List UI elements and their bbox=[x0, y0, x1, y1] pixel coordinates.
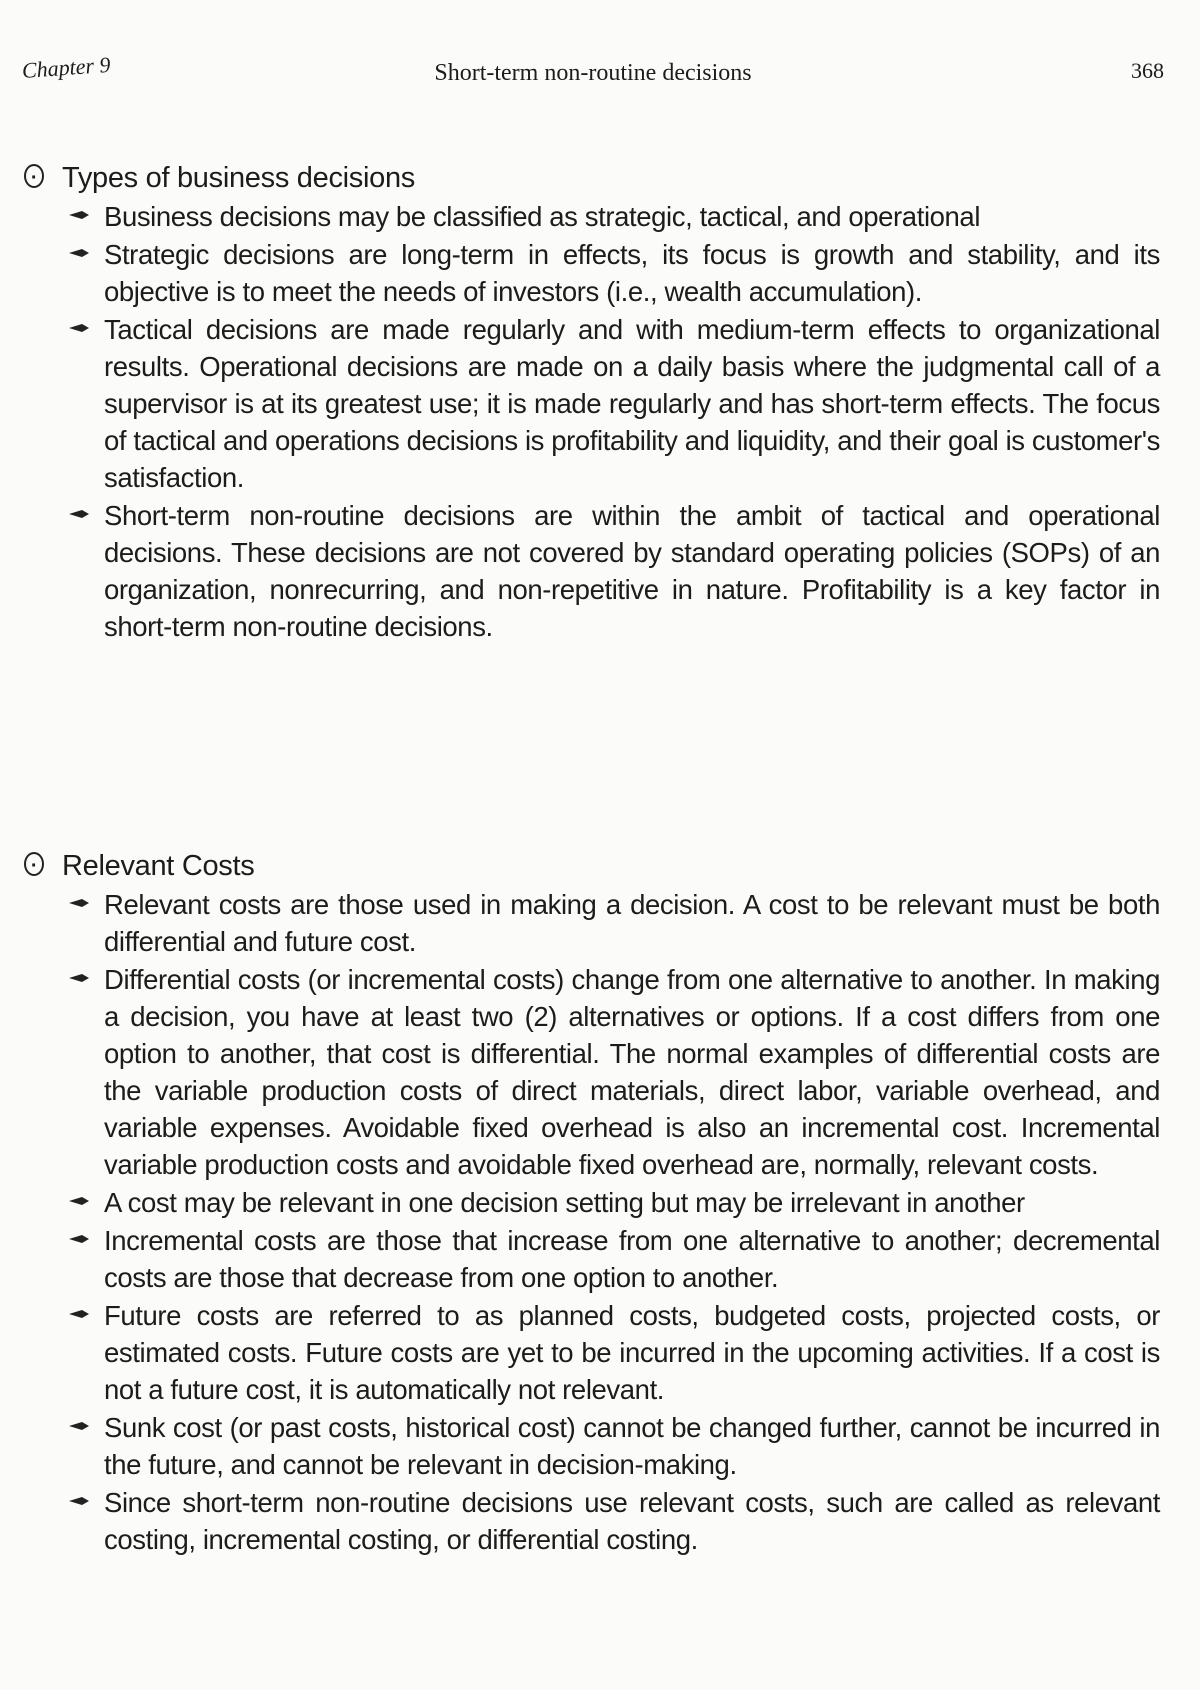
circle-bullet-icon: · bbox=[24, 852, 44, 876]
pointing-hand-icon bbox=[68, 896, 90, 910]
section-relevant-costs bbox=[22, 848, 1160, 1559]
list-item-text: Relevant costs are those used in making a decision. A cost to be relevant must be both differential and future cost. bbox=[104, 889, 1160, 957]
list-item bbox=[104, 1484, 1160, 1558]
pointing-hand-icon bbox=[68, 321, 90, 335]
list-item bbox=[104, 961, 1160, 1183]
section-heading-text: Relevant Costs bbox=[62, 850, 255, 882]
circle-bullet-icon: · bbox=[24, 164, 44, 188]
list-item bbox=[104, 886, 1160, 960]
list-item bbox=[104, 198, 1160, 235]
list-item-text: Incremental costs are those that increase from one alternative to another; decremental costs are those that decrease from one option to another. bbox=[104, 1225, 1160, 1293]
list-item-text: Differential costs (or incremental costs) change from one alternative to another. In making a decision, you have at least two (2) alternatives or options. If a cost differs from one option to another, that cost is differential. The normal examples of differential costs are the variable production costs of direct materials, direct labor, variable overhead, and variable expenses. Avoidable fixed overhead is also an incremental cost. Incremental variable production costs and avoidable fixed overhead are, normally, relevant costs. bbox=[104, 964, 1160, 1180]
section-heading bbox=[22, 848, 1160, 884]
list-item bbox=[104, 236, 1160, 310]
list-item bbox=[104, 1409, 1160, 1483]
running-header bbox=[22, 52, 1164, 92]
pointing-hand-icon bbox=[68, 1307, 90, 1321]
pointing-hand-icon bbox=[68, 1419, 90, 1433]
section-types-of-business-decisions bbox=[22, 160, 1160, 646]
list-item bbox=[104, 1184, 1160, 1221]
pointing-hand-icon bbox=[68, 1232, 90, 1246]
pointing-hand-icon bbox=[68, 1194, 90, 1208]
list-item bbox=[104, 1297, 1160, 1408]
list-item-text: Future costs are referred to as planned costs, budgeted costs, projected costs, or estimated costs. Future costs are yet to be incurred in the upcoming activities. If a cost is not a future cost, it is automatically not relevant. bbox=[104, 1300, 1160, 1405]
pointing-hand-icon bbox=[68, 208, 90, 222]
list-item-text: Short-term non-routine decisions are within the ambit of tactical and operational decisions. These decisions are not covered by standard operating policies (SOPs) of an organization, nonrecurring, and non-repetitive in nature. Profitability is a key factor in short-term non-routine decisions. bbox=[104, 500, 1160, 642]
list-item-text: Sunk cost (or past costs, historical cost) cannot be changed further, cannot be incurred in the future, and cannot be relevant in decision-making. bbox=[104, 1412, 1160, 1480]
running-title: Short-term non-routine decisions bbox=[434, 60, 752, 86]
list-item bbox=[104, 1222, 1160, 1296]
list-item-text: A cost may be relevant in one decision setting but may be irrelevant in another bbox=[104, 1187, 1025, 1218]
pointing-hand-icon bbox=[68, 246, 90, 260]
list-item-text: Tactical decisions are made regularly and with medium-term effects to organizational results. Operational decisions are made on a daily basis where the judgmental call of a supervisor is at its greatest use; it is made regularly and has short-term effects. The focus of tactical and operations decisions is profitability and liquidity, and their goal is customer's satisfaction. bbox=[104, 314, 1160, 493]
list-item-text: Since short-term non-routine decisions use relevant costs, such are called as relevant costing, incremental costing, or differential costing. bbox=[104, 1487, 1160, 1555]
chapter-label: Chapter 9 bbox=[21, 51, 112, 83]
list-item-text: Business decisions may be classified as strategic, tactical, and operational bbox=[104, 201, 981, 232]
pointing-hand-icon bbox=[68, 1494, 90, 1508]
page-number: 368 bbox=[1131, 58, 1164, 83]
list-item bbox=[104, 497, 1160, 645]
pointing-hand-icon bbox=[68, 507, 90, 521]
pointing-hand-icon bbox=[68, 971, 90, 985]
section-heading bbox=[22, 160, 1160, 196]
bullet-list bbox=[22, 198, 1160, 645]
list-item-text: Strategic decisions are long-term in effects, its focus is growth and stability, and its objective is to meet the needs of investors (i.e., wealth accumulation). bbox=[104, 239, 1160, 307]
section-heading-text: Types of business decisions bbox=[62, 162, 415, 194]
bullet-list bbox=[22, 886, 1160, 1558]
list-item bbox=[104, 311, 1160, 496]
